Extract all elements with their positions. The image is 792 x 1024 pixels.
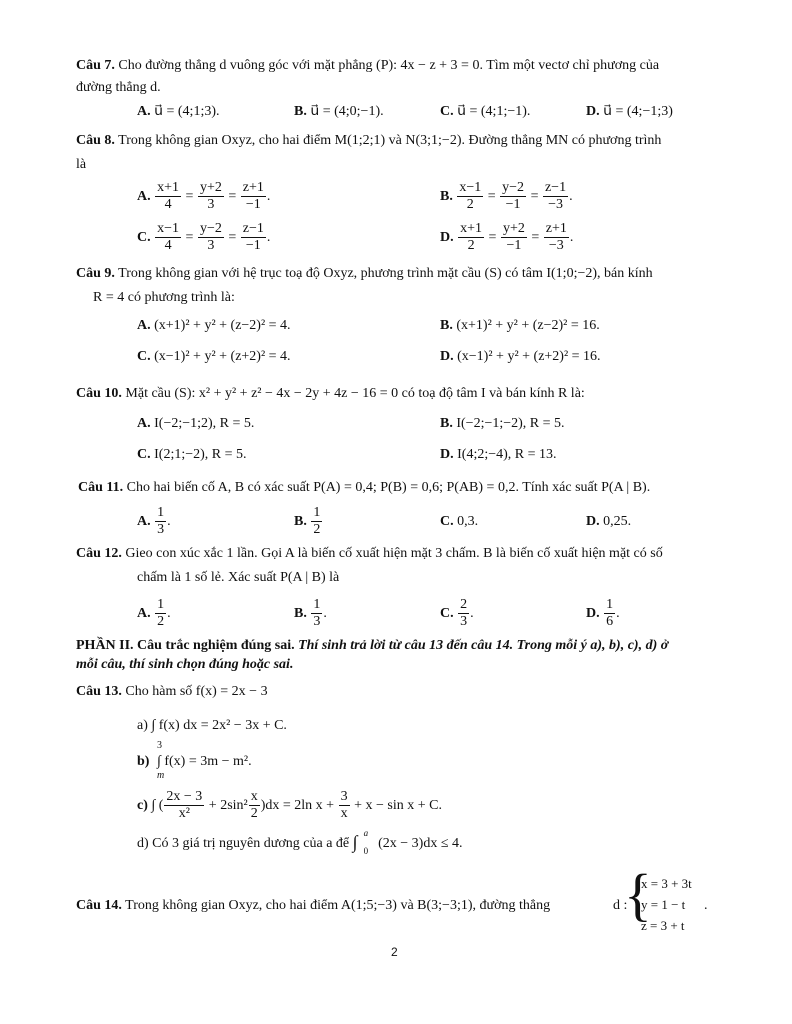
question-8-label: Câu 8. [76,133,115,148]
q7-option-c: C. u⃗ = (4;1;−1). [440,104,531,119]
q8-option-d: D. $\frac{x+1}{2}$ = $\frac{y+2}{-1}$ = $\frac{z+1}{-3}$ . [440,221,574,254]
system-eq-z: z = 3 + t [641,918,685,933]
q13-statement-a: a) ∫ f(x) dx = 2x² − 3x + C. [137,718,287,733]
q7-option-a: A. u⃗ = (4;1;3). [137,104,220,119]
q12-option-a: A. $\frac{1}{2}$ . [137,597,171,630]
q10-option-a: A. I(−2;−1;2), R = 5. [137,416,255,431]
question-10-label: Câu 10. [76,386,122,401]
q10-option-d: D. I(4;2;−4), R = 13. [440,447,557,462]
q13b-upper-limit: 3 [157,740,162,751]
q12-option-c: C. $\frac{2}{3}$ . [440,597,474,630]
q12-option-d: D. $\frac{1}{6}$ . [586,597,620,630]
system-eq-x: x = 3 + 3t [641,876,692,891]
question-10-line-1 [76,386,585,402]
question-14-text: Trong không gian Oxyz, cho hai điểm A(1;5;−3) và B(3;−3;1), đường thẳng [125,898,551,913]
part-2-line-1 [76,638,668,654]
question-9-line-2: R = 4 có phương trình là: [93,290,235,305]
question-8-line-2: là [76,157,87,172]
q10-option-c: C. I(2;1;−2), R = 5. [137,447,247,462]
question-9-line-1 [76,266,653,282]
q10-option-b: B. I(−2;−1;−2), R = 5. [440,416,565,431]
system-eq-y: y = 1 − t [641,897,686,912]
q13d-lower-limit: 0 [363,846,369,856]
q8-option-a: A. $\frac{x+1}{4}$ = $\frac{y+2}{3}$ = $\frac{z+1}{-1}$ . [137,180,271,213]
question-9-text: Trong không gian với hệ trục toạ độ Oxyz, phương trình mặt cầu (S) có tâm I(1;0;−2), bán kính [118,266,653,281]
question-7-label: Câu 7. [76,58,115,73]
q9-option-b: B. (x+1)² + y² + (z−2)² = 16. [440,318,600,333]
q12-option-b: B. $\frac{1}{3}$ . [294,597,327,630]
question-9-label: Câu 9. [76,266,115,281]
q7-option-b: B. u⃗ = (4;0;−1). [294,104,384,119]
q9-option-d: D. (x−1)² + y² + (z+2)² = 16. [440,349,601,364]
q13d-upper-limit: a [363,828,369,838]
q9-option-c: C. (x−1)² + y² + (z+2)² = 4. [137,349,291,364]
q11-option-a: A. $\frac{1}{3}$ . [137,505,171,538]
question-12-line-2: chấm là 1 số lẻ. Xác suất P(A | B) là [137,570,340,585]
part-2-line-2: mỗi câu, thí sinh chọn đúng hoặc sai. [76,657,294,672]
document-page: Câu 7. Cho đường thẳng d vuông góc với mặt phẳng (P): 4x − z + 3 = 0. Tìm một vectơ chỉ phương của đường thẳng d. A. u⃗ = (4;1;3). B. u⃗ = (4;0;−1). C. u⃗ = (4;1;−1). D. u⃗ = (4;−1;3) Câu 8. Trong không gian Oxyz, cho hai điểm M(1;2;1) và N(3;1;−2). Đường thẳng MN có phương trình là A. $\frac{x+1}{4}$ = $\frac{y+2}{3}$ = $\frac{z+1}{-1}$ . B. $\frac{x-1}{2}$ = $\frac{y-2}{-1}$ = $\frac{z-1}{-3}$ . C. $\frac{x-1}{4}$ = $\frac{y-2}{3}$ = $\frac{z-1}{-1}$ . D. $\frac{x+1}{2}$ = $\frac{y+2}{-1}$ = $\frac{z+1}{-3}$ . Câu 9. Trong không gian với hệ trục toạ độ Oxyz, phương trình mặt cầu (S) có tâm I(1;0;−2), bán kính R = 4 có phương trình là: A. (x+1)² + y² + (z−2)² = 4. B. (x+1)² + y² + (z−2)² = 16. C. (x−1)² + y² + (z+2)² = 4. D. (x−1)² + y² + (z+2)² = 16. Câu 10. Mặt cầu (S): x² + y² + z² − 4x − 2y + 4z − 16 = 0 có toạ độ tâm I và bán kính R là: A. I(−2;−1;2), R = 5. B. I(−2;−1;−2), R = 5. C. I(2;1;−2), R = 5. D. I(4;2;−4), R = 13. Câu 11. Cho hai biến cố A, B có xác suất P(A) = 0,4; P(B) = 0,6; P(AB) = 0,2. Tính xác suất P(A | B). A. $\frac{1}{3}$ . B. $\frac{1}{2}$ C. 0,3. D. 0,25. Câu 12. Gieo con xúc xắc 1 lần. Gọi A là biến cố xuất hiện mặt 3 chấm. B là biến cố xuất hiện mặt có số chấm là 1 số lẻ. Xác suất P(A | B) là A. $\frac{1}{2}$ . B. $\frac{1}{3}$ . C. $\frac{2}{3}$ . D. $\frac{1}{6}$ . PHẦN II. Câu trắc nghiệm đúng sai. Thí sinh trả lời từ câu 13 đến câu 14. Trong mỗi ý a), b), c), d) ở mỗi câu, thí sinh chọn đúng hoặc sai. Câu 13. Cho hàm số f(x) = 2x − 3 a) ∫ f(x) dx = 2x² − 3x + C. 3 b) ∫ f(x) = 3m − m². m c) ∫ ( $\frac{2x - 3}{\text{x²}}$ + 2sin² $\frac{x}{2}$ )dx = 2ln x + $\frac{3}{x}$ + x − sin x + C. d) Có 3 giá trị nguyên dương của a để ∫ a 0 (2x − 3)dx ≤ 4. Câu 14. Trong không gian Oxyz, cho hai điểm A(1;5;−3) và B(3;−3;1), đường thẳng d : { x = 3 + 3t y = 1 − t z = 3 + t . 2 [76,58,708,959]
line-d-label: d : [613,898,628,913]
question-14-label: Câu 14. [76,898,122,913]
q8-option-c: C. $\frac{x-1}{4}$ = $\frac{y-2}{3}$ = $\frac{z-1}{-1}$ . [137,221,271,254]
question-13-label: Câu 13. [76,684,122,699]
question-7-text: Cho đường thẳng d vuông góc với mặt phẳng (P): 4x − z + 3 = 0. Tìm một vectơ chỉ phương của [118,58,660,73]
q13-statement-c: c) ∫ ( $\frac{2x - 3}{\text{x²}}$ + 2sin² $\frac{x}{2}$ )dx = 2ln x + $\frac{3}{x}$ + x − sin x + C. [137,789,442,822]
question-10-text: Mặt cầu (S): x² + y² + z² − 4x − 2y + 4z − 16 = 0 có toạ độ tâm I và bán kính R là: [125,386,585,401]
system-brace: { [624,862,652,927]
q9-option-a: A. (x+1)² + y² + (z−2)² = 4. [137,318,291,333]
part-2-instruction: Thí sinh trả lời từ câu 13 đến câu 14. Trong mỗi ý a), b), c), d) ở [298,638,669,653]
question-11-text: Cho hai biến cố A, B có xác suất P(A) = 0,4; P(B) = 0,6; P(AB) = 0,2. Tính xác suất P(A | B). [126,480,651,495]
question-14-line-1 [76,898,550,914]
page-number: 2 [391,945,398,959]
q11-option-c: C. 0,3. [440,514,479,529]
part-2-title: PHẦN II. Câu trắc nghiệm đúng sai. [76,638,295,653]
question-11-line-1 [78,480,650,496]
question-13-text: Cho hàm số f(x) = 2x − 3 [125,684,268,699]
question-11-label: Câu 11. [78,480,124,495]
question-7-line-1 [76,58,659,74]
q8-option-b: B. $\frac{x-1}{2}$ = $\frac{y-2}{-1}$ = $\frac{z-1}{-3}$ . [440,180,573,213]
q13-statement-d: d) Có 3 giá trị nguyên dương của a để ∫ a 0 (2x − 3)dx ≤ 4. [137,828,463,856]
line-d-system [641,873,692,936]
question-14-end: . [704,898,708,913]
question-12-label: Câu 12. [76,546,122,561]
q11-option-d: D. 0,25. [586,514,632,529]
question-12-line-1 [76,546,663,562]
question-13-line-1 [76,684,268,700]
question-12-text: Gieo con xúc xắc 1 lần. Gọi A là biến cố xuất hiện mặt 3 chấm. B là biến cố xuất hiện mặt có số [125,546,663,561]
question-7-line-2: đường thẳng d. [76,80,161,95]
q11-option-b: B. $\frac{1}{2}$ [294,505,321,538]
q7-option-d: D. u⃗ = (4;−1;3) [586,104,673,119]
q13b-lower-limit: m [157,770,165,781]
question-8-line-1 [76,133,661,149]
question-8-text: Trong không gian Oxyz, cho hai điểm M(1;2;1) và N(3;1;−2). Đường thẳng MN có phương trình [118,133,662,148]
